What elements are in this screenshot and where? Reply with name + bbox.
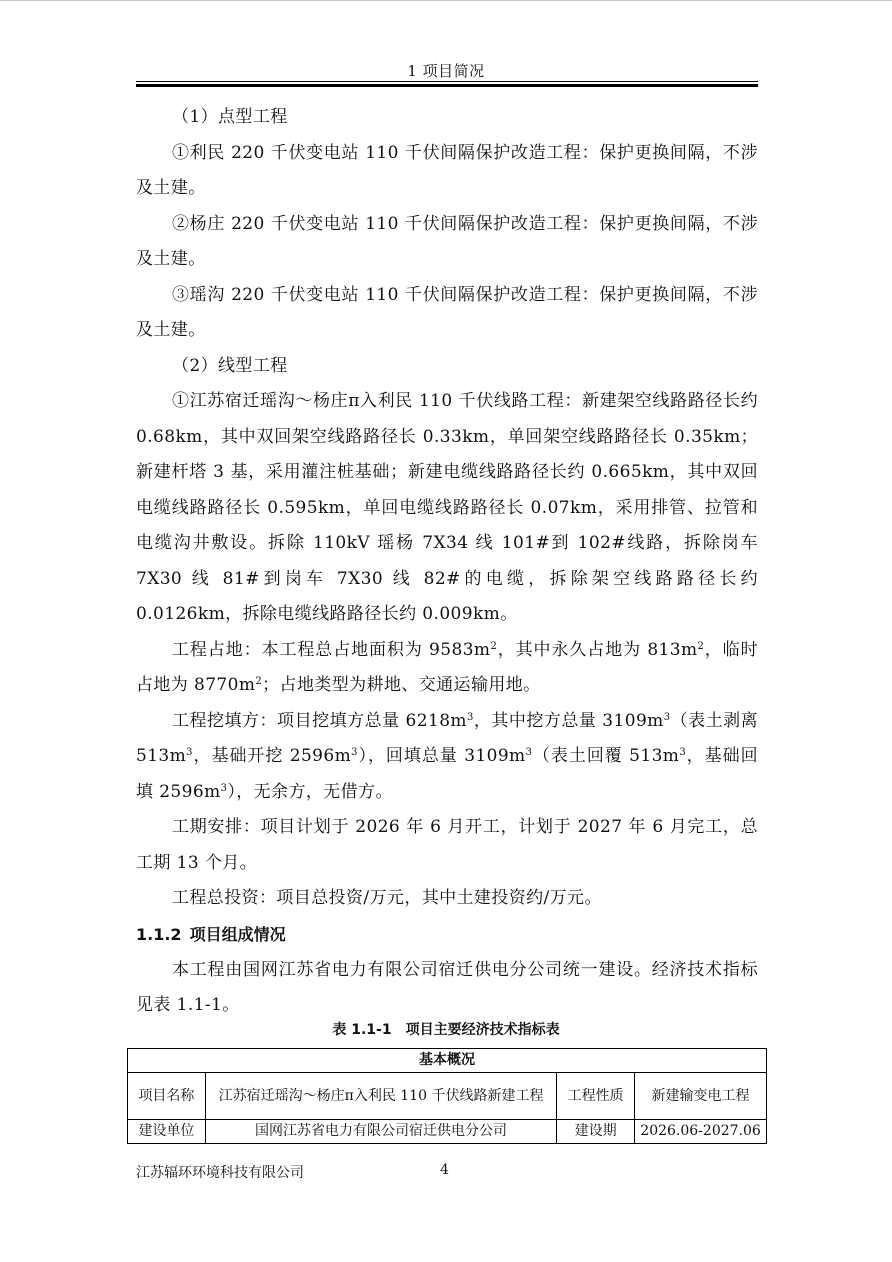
table-cell: 建设期	[557, 1120, 635, 1144]
table-cell: 工程性质	[557, 1073, 635, 1120]
table-cell: 建设单位	[128, 1120, 206, 1144]
table-cell: 2026.06-2027.06	[635, 1120, 767, 1144]
point-project-heading: （1）点型工程	[172, 107, 288, 127]
point-item-1: ①利民 220 千伏变电站 110 千伏间隔保护改造工程：保护更换间隔，不涉及土建。	[136, 142, 758, 198]
table-header-cell: 基本概况	[128, 1049, 767, 1073]
table-cell: 项目名称	[128, 1073, 206, 1120]
table-header-row	[128, 1049, 767, 1073]
line-project-heading: （2）线型工程	[172, 355, 288, 376]
section-heading	[136, 917, 758, 953]
line-item-1: ①江苏宿迁瑶沟～杨庄π入利民 110 千伏线路工程：新建架空线路路径长约 0.68km，其中双回架空线路路径长 0.33km，单回架空线路路径长 0.35km；新建杆塔 3 基，采用灌注桩基础；新建电缆线路路径长约 0.665km，其中双回电缆线路路径长 0.595km，单回电缆线路路径长 0.07km，采用排管、拉管和电缆沟井敷设。拆除 110kV 瑶杨 7X34 线 101#到 102#线路，拆除岗车 7X30 线 81#到岗车 7X30 线 82#的电缆，拆除架空线路路径长约 0.0126km，拆除电缆线路路径长约 0.009km。	[136, 391, 758, 624]
table-row	[128, 1073, 767, 1120]
indicator-table	[127, 1048, 767, 1144]
table-row	[128, 1120, 767, 1144]
investment-paragraph: 工程总投资：项目总投资/万元，其中土建投资约/万元。	[172, 888, 602, 908]
header-rule	[136, 81, 758, 82]
schedule-paragraph: 工期安排：项目计划于 2026 年 6 月开工，计划于 2027 年 6 月完工，总工期 13 个月。	[136, 817, 758, 873]
footer-company: 江苏辐环环境科技有限公司	[136, 1165, 304, 1181]
running-header: 1 项目简况	[407, 62, 485, 80]
top-border	[0, 0, 892, 1]
table-cell: 国网江苏省电力有限公司宿迁供电分公司	[205, 1120, 556, 1144]
land-occupation-paragraph: 工程占地：本工程总占地面积为 $9583m^2$，其中永久占地为 $813m^2$，临时占地为 $8770m^2$；占地类型为耕地、交通运输用地。	[136, 639, 758, 695]
header-rule-thick	[136, 84, 758, 87]
document-body	[136, 100, 758, 1024]
table-cell: 新建输变电工程	[635, 1073, 767, 1120]
point-item-3: ③瑶沟 220 千伏变电站 110 千伏间隔保护改造工程：保护更换间隔，不涉及土建。	[136, 284, 758, 340]
table-caption: 表 1.1-1 项目主要经济技术指标表	[332, 1022, 560, 1038]
section-number: 1.1.2	[136, 924, 182, 944]
point-item-2: ②杨庄 220 千伏变电站 110 千伏间隔保护改造工程：保护更换间隔，不涉及土建。	[136, 213, 758, 269]
earthwork-paragraph: 工程挖填方：项目挖填方总量 $6218m^3$，其中挖方总量 $3109m^3$（表土剥离 $513m^3$，基础开挖 $2596m^3$），回填总量 $3109m^3$（表土回覆 $513m^3$，基础回填 $2596m^3$），无余方，无借方。	[136, 710, 759, 802]
table-cell: 江苏宿迁瑶沟～杨庄π入利民 110 千伏线路新建工程	[205, 1073, 556, 1120]
composition-paragraph: 本工程由国网江苏省电力有限公司宿迁供电分公司统一建设。经济技术指标见表 1.1-1。	[136, 959, 758, 1015]
page-number: 4	[440, 1162, 449, 1178]
section-title: 项目组成情况	[189, 924, 286, 944]
